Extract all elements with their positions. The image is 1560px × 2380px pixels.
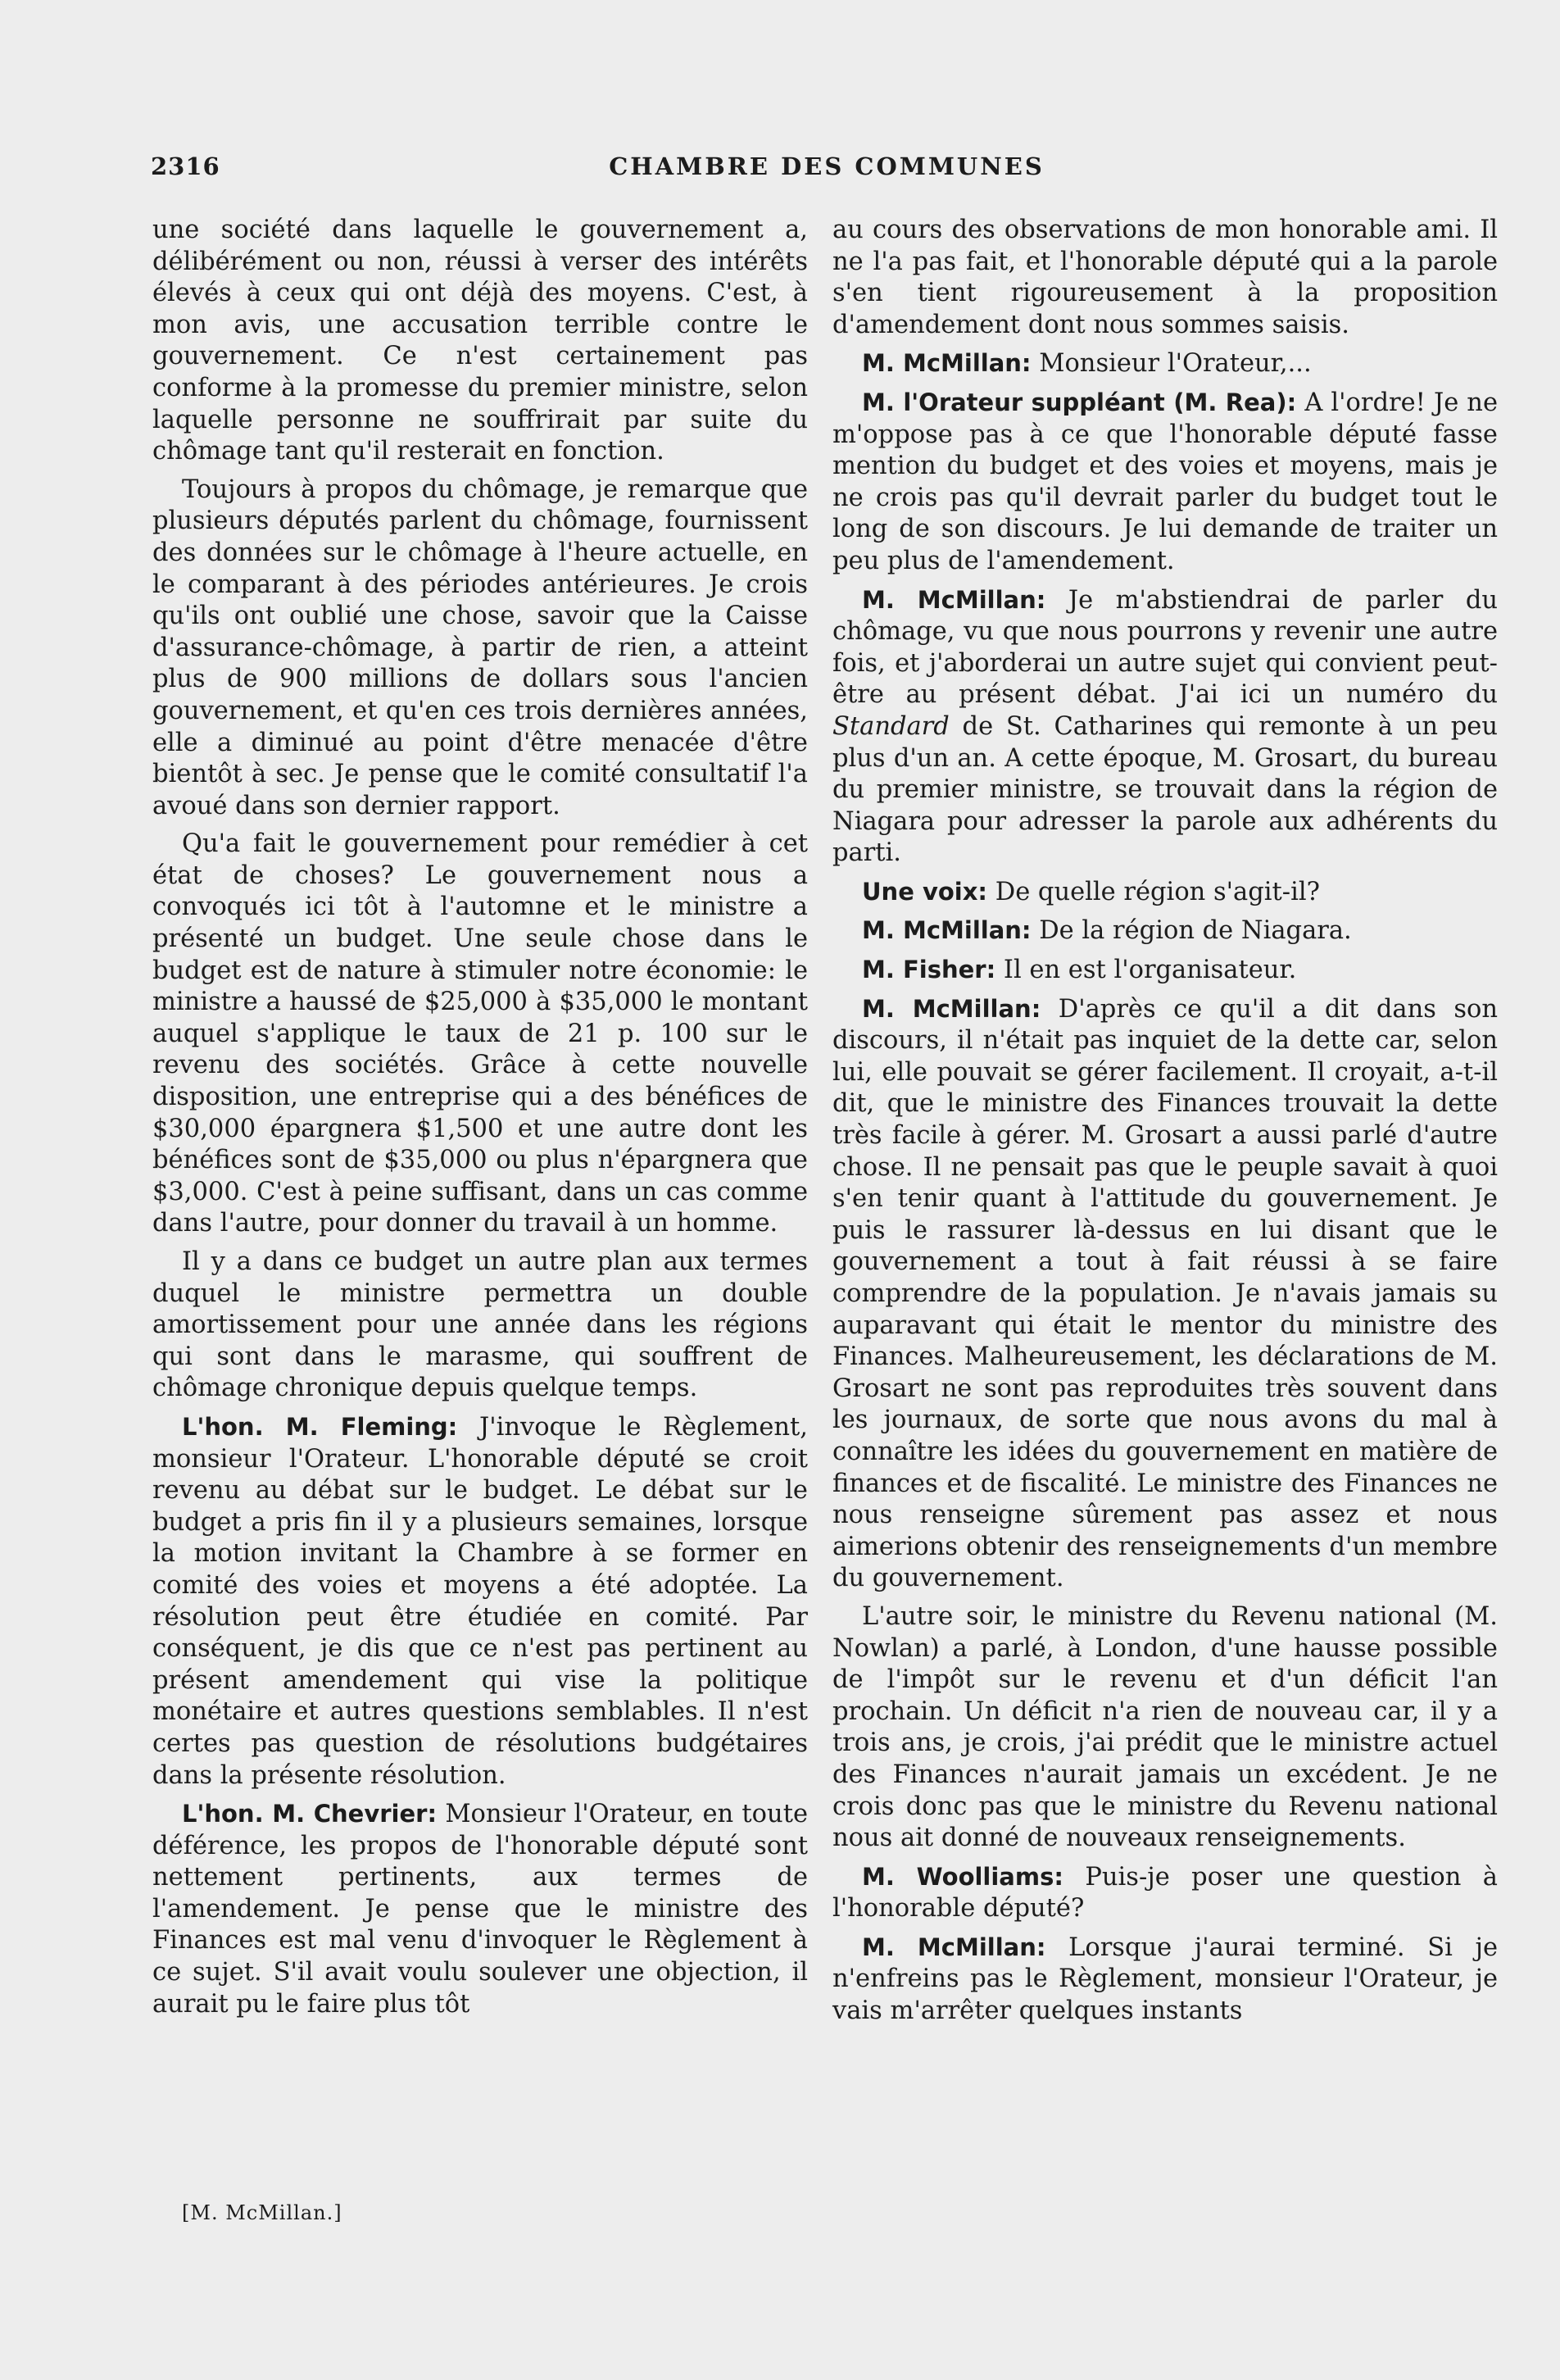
speaker-name: L'hon. M. Fleming:: [182, 1412, 458, 1441]
speech-paragraph: M. McMillan: Lorsque j'aurai terminé. Si je n'enfreins pas le Règlement, monsieur l'Orateur, je vais m'arrêter quelques instants: [832, 1933, 1498, 2026]
newspaper-title: Standard: [832, 711, 950, 741]
page-header: [151, 152, 1503, 188]
speech-paragraph: M. Fisher: Il en est l'organisateur.: [862, 956, 1297, 985]
page-number: 2316: [151, 152, 220, 180]
right-column: [832, 215, 1498, 2034]
speaker-name: M. McMillan:: [862, 349, 1032, 378]
speaker-name: M. McMillan:: [862, 1933, 1046, 1961]
speaker-name: Une voix:: [862, 877, 988, 906]
speech-paragraph: M. McMillan: Je m'abstiendrai de parler du chômage, vu que nous pourrons y revenir une autre fois, et j'aborderai un autre sujet qui convient peut-être au présent débat. J'ai ici un numéro du Standard de St. Catharines qui remonte à un peu plus d'un an. A cette époque, M. Grosart, du bureau du premier ministre, se trouvait dans la région de Niagara pour adresser la parole aux adhérents du parti.: [832, 585, 1498, 868]
running-title: CHAMBRE DES COMMUNES: [609, 152, 1045, 180]
speaker-name: M. Fisher:: [862, 956, 996, 984]
speaker-name: M. McMillan:: [862, 585, 1046, 614]
speech-paragraph: L'hon. M. Fleming: J'invoque le Règlement, monsieur l'Orateur. L'honorable député se croit revenu au débat sur le budget. Le débat sur le budget a pris fin il y a plusieurs semaines, lorsque la motion invitant la Chambre à se former en comité des voies et moyens a été adoptée. La résolution peut être étudiée en comité. Par conséquent, je dis que ce n'est pas pertinent au présent amendement qui vise la politique monétaire et autres questions semblables. Il n'est certes pas question de résolutions budgétaires dans la présente résolution.: [152, 1412, 809, 1790]
speaker-footer: [M. McMillan.]: [182, 2201, 342, 2224]
paragraph: une société dans laquelle le gouvernement a, délibérément ou non, réussi à verser des intérêts élevés à ceux qui ont déjà des moyens. C'est, à mon avis, une accusation terrible contre le gouvernement. Ce n'est certainement pas conforme à la promesse du premier ministre, selon laquelle personne ne souffrirait par suite du chômage tant qu'il resterait en fonction.: [152, 216, 808, 466]
paragraph: Qu'a fait le gouvernement pour remédier à cet état de choses? Le gouvernement nous a convoqués ici tôt à l'automne et le ministre a présenté un budget. Une seule chose dans le budget est de nature à stimuler notre économie: le ministre a haussé de $25,000 à $35,000 le montant auquel s'applique le taux de 21 p. 100 sur le revenu des sociétés. Grâce à cette nouvelle disposition, une entreprise qui a des bénéfices de $30,000 épargnera $1,500 et une autre dont les bénéfices sont de $35,000 ou plus n'épargnera que $3,000. C'est à peine suffisant, dans un cas comme dans l'autre, pour donner du travail à un homme.: [152, 829, 808, 1238]
speech-paragraph: Une voix: De quelle région s'agit-il?: [862, 877, 1320, 906]
speaker-name: M. Woolliams:: [862, 1862, 1063, 1891]
paragraph: au cours des observations de mon honorable ami. Il ne l'a pas fait, et l'honorable député qui a la parole s'en tient rigoureusement à la proposition d'amendement dont nous sommes saisis.: [832, 216, 1498, 339]
speech-paragraph: M. McMillan: Monsieur l'Orateur,...: [862, 349, 1312, 379]
speech-paragraph: M. McMillan: D'après ce qu'il a dit dans son discours, il n'était pas inquiet de la dette car, selon lui, elle pouvait se gérer facilement. Il croyait, a-t-il dit, que le ministre des Finances trouvait la dette très facile à gérer. M. Grosart a aussi parlé d'autre chose. Il ne pensait pas que le peuple savait à quoi s'en tenir quant à l'attitude du gouvernement. Je puis le rassurer là-dessus en lui disant que le gouvernement a tout à fait réussi à se faire comprendre de la population. Je n'avais jamais su auparavant qui était le mentor du ministre des Finances. Malheureusement, les déclarations de M. Grosart ne sont pas reproduites très souvent dans les journaux, de sorte que nous avons du mal à connaître les idées du gouvernement en matière de finances et de fiscalité. Le ministre des Finances ne nous renseigne sûrement pas assez et nous aimerions obtenir des renseignements d'un membre du gouvernement.: [832, 994, 1499, 1593]
speech-paragraph: L'hon. M. Chevrier: Monsieur l'Orateur, en toute déférence, les propos de l'honorable député sont nettement pertinents, aux termes de l'amendement. Je pense que le ministre des Finances est mal venu d'invoquer le Règlement à ce sujet. S'il avait voulu soulever une objection, il aurait pu le faire plus tôt: [152, 1800, 808, 2019]
speaker-name: L'hon. M. Chevrier:: [182, 1800, 438, 1828]
speaker-name: M. McMillan:: [862, 916, 1032, 945]
speech-paragraph: M. l'Orateur suppléant (M. Rea): A l'ordre! Je ne m'oppose pas à ce que l'honorable député fasse mention du budget et des voies et moyens, mais je ne crois pas qu'il devrait parler du budget tout le long de son discours. Je lui demande de traiter un peu plus de l'amendement.: [832, 388, 1498, 575]
speech-paragraph: M. Woolliams: Puis-je poser une question à l'honorable député?: [832, 1862, 1498, 1924]
speaker-name: M. l'Orateur suppléant (M. Rea):: [862, 388, 1297, 416]
speaker-name: M. McMillan:: [862, 994, 1041, 1023]
paragraph: L'autre soir, le ministre du Revenu national (M. Nowlan) a parlé, à London, d'une hausse possible de l'impôt sur le revenu et d'un déficit l'an prochain. Un déficit n'a rien de nouveau car, il y a trois ans, je crois, j'ai prédit que le ministre actuel des Finances n'aurait jamais un excédent. Je ne crois donc pas que le ministre du Revenu national nous ait donné de nouveaux renseignements.: [832, 1601, 1498, 1853]
left-column: [152, 215, 808, 2027]
paragraph: Il y a dans ce budget un autre plan aux termes duquel le ministre permettra un double amortissement pour une année dans les régions qui sont dans le marasme, qui souffrent de chômage chronique depuis quelque temps.: [152, 1247, 808, 1403]
paragraph: Toujours à propos du chômage, je remarque que plusieurs députés parlent du chômage, fournissent des données sur le chômage à l'heure actuelle, en le comparant à des périodes antérieures. Je crois qu'ils ont oublié une chose, savoir que la Caisse d'assurance-chômage, à partir de rien, a atteint plus de 900 millions de dollars sous l'ancien gouvernement, et qu'en ces trois dernières années, elle a diminué au point d'être menacée d'être bientôt à sec. Je pense que le comité consultatif l'a avoué dans son dernier rapport.: [152, 475, 808, 820]
speech-paragraph: M. McMillan: De la région de Niagara.: [862, 916, 1352, 946]
